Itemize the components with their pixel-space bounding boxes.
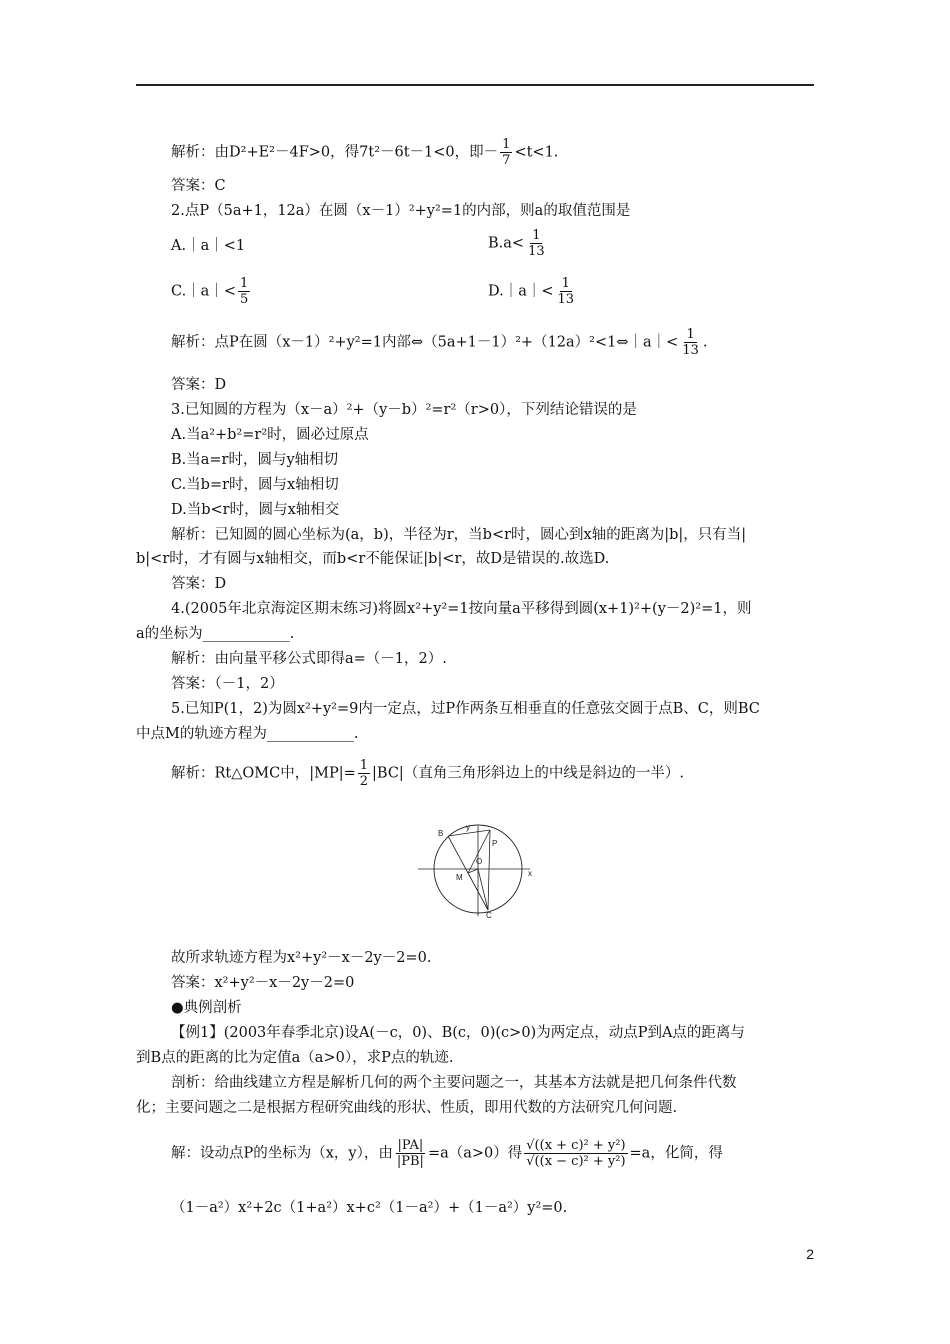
answer-line: 答案：x²+y²－x－2y－2=0 <box>171 975 355 991</box>
text-line: 解析：已知圆的圆心坐标为(a，b)，半径为r，当b<r时，圆心到x轴的距离为|b|，只有当| <box>171 527 747 543</box>
text-line: （1－a²）x²+2c（1+a²）x+c²（1－a²）+（1－a²）y²=0. <box>171 1200 568 1216</box>
text-line: b|<r时，才有圆与x轴相交，而b<r不能保证|b|<r，故D是错误的.故选D. <box>136 551 610 567</box>
text-line: 解析：由D²+E²－4F>0，得7t²－6t－1<0，即－ $\frac{1}{7}$ <t<1. <box>171 137 559 168</box>
fraction: $\frac{1}{5}$ <box>239 276 249 307</box>
label-x: x <box>528 869 532 878</box>
question-4: 4.(2005年北京海淀区期末练习)将圆x²+y²=1按向量a平移得到圆(x+1)²+(y－2)²=1，则 <box>171 601 752 617</box>
text-line: A.当a²+b²=r²时，圆必过原点 <box>171 427 369 443</box>
text-line: a的坐标为____________. <box>136 626 295 642</box>
answer-line: 答案：D <box>171 576 227 592</box>
label-b: B <box>438 829 444 838</box>
text-line: 解：设动点P的坐标为（x，y），由 $\frac{|PA|}{|PB|}$ =a（a>0）得 $\frac{\text{√((x + c)² + y²)}}{\text{√((x − c)² + y²)}}$ =a，化简，得 <box>171 1138 723 1169</box>
circle-diagram <box>410 818 542 920</box>
fraction: $\frac{1}{13}$ <box>528 228 545 259</box>
option-b: B.a< $\frac{1}{13}$ <box>488 228 545 259</box>
question-2: 2.点P（5a+1，12a）在圆（x－1）²+y²=1的内部，则a的取值范围是 <box>171 203 631 219</box>
question-3: 3.已知圆的方程为（x－a）²+（y－b）²=r²（r>0），下列结论错误的是 <box>171 402 637 418</box>
label-c: C <box>486 911 492 920</box>
text-line: 故所求轨迹方程为x²+y²－x－2y－2=0. <box>171 950 432 966</box>
label-p: P <box>492 839 498 848</box>
text-line: D.当b<r时，圆与x轴相交 <box>171 502 340 518</box>
question-5: 5.已知P(1，2)为圆x²+y²=9内一定点，过P作两条互相垂直的任意弦交圆于点B、C，则BC <box>171 701 760 717</box>
label-y: y <box>466 823 470 832</box>
text-line: 化；主要问题之二是根据方程研究曲线的形状、性质，即用代数的方法研究几何问题. <box>136 1100 678 1116</box>
section-heading: ●典例剖析 <box>171 1000 242 1016</box>
example-1: 【例1】(2003年春季北京)设A(－c，0)、B(c，0)(c>0)为两定点，动点P到A点的距离与 <box>171 1025 745 1041</box>
option-a: A.｜a｜<1 <box>171 238 246 254</box>
option-d: D.｜a｜< $\frac{1}{13}$ <box>488 276 575 307</box>
text-line: 到B点的距离的比为定值a（a>0），求P点的轨迹. <box>136 1050 454 1066</box>
fraction: $\frac{1}{13}$ <box>557 276 575 307</box>
option-c: C.｜a｜< $\frac{1}{5}$ <box>171 276 249 307</box>
text-line: 中点M的轨迹方程为____________. <box>136 726 359 742</box>
text-line: 解析：由向量平移公式即得a=（－1，2）. <box>171 651 447 667</box>
fraction: $\frac{\text{√((x + c)² + y²)}}{\text{√((x − c)² + y²)}}$ <box>526 1138 626 1169</box>
answer-line: 答案：C <box>171 178 226 194</box>
text-line: 解析：点P在圆（x－1）²+y²=1内部⇔（5a+1－1）²+（12a）²<1⇔｜a｜< $\frac{1}{13}$ . <box>171 327 708 358</box>
fraction: $\frac{|PA|}{|PB|}$ <box>396 1138 424 1169</box>
page-number: 2 <box>806 1246 814 1262</box>
answer-line: 答案：D <box>171 377 227 393</box>
fraction: $\frac{1}{7}$ <box>502 137 511 168</box>
label-m: M <box>456 873 463 882</box>
answer-line: 答案：（－1，2） <box>171 676 284 692</box>
label-o: O <box>476 857 483 866</box>
fraction: $\frac{1}{2}$ <box>359 758 369 789</box>
fraction: $\frac{1}{13}$ <box>682 327 699 358</box>
text-line: C.当b=r时，圆与x轴相切 <box>171 477 339 493</box>
header-rule <box>136 84 814 86</box>
chord-c <box>488 830 490 910</box>
text-line: 剖析：给曲线建立方程是解析几何的两个主要问题之一，其基本方法就是把几何条件代数 <box>171 1075 737 1091</box>
text-line: 解析：Rt△OMC中，|MP|= $\frac{1}{2}$ |BC|（直角三角形斜边上的中线是斜边的一半）. <box>171 758 684 789</box>
text-line: B.当a=r时，圆与y轴相切 <box>171 452 339 468</box>
